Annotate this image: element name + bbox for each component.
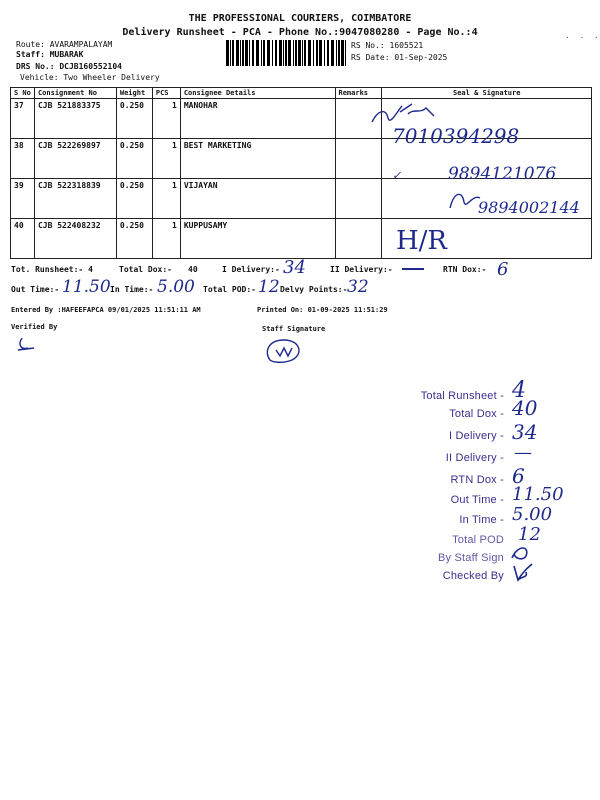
col-signature: Seal & Signature: [382, 88, 592, 99]
stamp-label-total-pod: Total POD: [452, 534, 504, 546]
sno-cell: 37: [11, 99, 35, 139]
total-pod-label: Total POD:-: [203, 285, 256, 294]
stamp-label-dox: Total Dox -: [449, 408, 504, 420]
consignee-cell: KUPPUSAMY: [180, 219, 335, 259]
delvy-points-label: Delvy Points:-: [280, 285, 348, 294]
pcs-cell: 1: [152, 219, 180, 259]
stamp-value-i-delivery: 34: [512, 420, 538, 444]
handwritten-phone-37: 7010394298: [392, 124, 520, 148]
i-delivery-label: I Delivery:-: [222, 265, 280, 274]
stamp-label-out-time: Out Time -: [450, 494, 504, 506]
verified-signature-mark: [14, 334, 38, 354]
col-remarks: Remarks: [335, 88, 382, 99]
col-weight: Weight: [116, 88, 152, 99]
stamp-value-rtn-dox: 6: [512, 464, 525, 488]
staff-signature-mark: [262, 336, 306, 366]
stamp-label-checked-by: Checked By: [442, 570, 504, 582]
route-label: Route: AVARAMPALAYAM: [16, 40, 113, 49]
runsheet-subtitle: Delivery Runsheet - PCA - Phone No.:9047080280 - Page No.:4: [122, 27, 478, 38]
sno-cell: 39: [11, 179, 35, 219]
staff-label: Staff: MUBARAK: [16, 50, 84, 59]
consignment-cell: CJB 522408232: [34, 219, 116, 259]
ii-delivery-dash: [402, 268, 424, 270]
consignee-cell: VIJAYAN: [180, 179, 335, 219]
remarks-cell: [335, 179, 382, 219]
remarks-cell: [335, 139, 382, 179]
stamp-label-runsheet: Total Runsheet -: [420, 390, 504, 402]
rs-number: RS No.: 1605521: [351, 41, 424, 50]
corner-marks: · · ·: [565, 33, 599, 42]
staff-signature-label: Staff Signature: [262, 325, 326, 333]
rtn-dox-label: RTN Dox:-: [443, 265, 487, 274]
sno-cell: 40: [11, 219, 35, 259]
col-pcs: PCS: [152, 88, 180, 99]
total-dox-value: 40: [188, 265, 198, 274]
stamp-value-out-time: 11.50: [512, 484, 564, 505]
barcode-image: [226, 40, 348, 66]
vehicle-label: Vehicle: Two Wheeler Delivery: [20, 73, 160, 82]
consignment-cell: CJB 522269897: [34, 139, 116, 179]
out-time-hand: 11.50: [62, 277, 111, 297]
stamp-value-ii-delivery: —: [514, 442, 532, 463]
handwritten-mark-40: H/R: [396, 226, 448, 256]
stamp-value-dox: 40: [512, 396, 538, 420]
printed-on: Printed On: 01-09-2025 11:51:29: [257, 306, 388, 314]
weight-cell: 0.250: [116, 139, 152, 179]
out-time-label: Out Time:-: [11, 285, 60, 294]
in-time-hand: 5.00: [157, 277, 195, 297]
company-title: THE PROFESSIONAL COURIERS, COIMBATORE: [188, 13, 412, 24]
stamp-label-rtn-dox: RTN Dox -: [450, 474, 504, 486]
stamp-checked-by-mark: [510, 560, 536, 584]
remarks-cell: [335, 219, 382, 259]
pcs-cell: 1: [152, 139, 180, 179]
ii-delivery-label: II Delivery:-: [330, 265, 393, 274]
total-pod-hand: 12: [258, 277, 280, 297]
col-sno: S No: [11, 88, 35, 99]
consignee-cell: MANOHAR: [180, 99, 335, 139]
total-dox-label: Total Dox:-: [119, 265, 172, 274]
weight-cell: 0.250: [116, 219, 152, 259]
in-time-label: In Time:-: [110, 285, 154, 294]
delvy-points-hand: 32: [347, 277, 369, 297]
pcs-cell: 1: [152, 99, 180, 139]
table-header-row: [11, 88, 592, 99]
stamp-label-in-time: In Time -: [459, 514, 504, 526]
entered-by: Entered By :HAFEEFAPCA 09/01/2025 11:51:11 AM: [11, 306, 201, 314]
weight-cell: 0.250: [116, 179, 152, 219]
col-consignment: Consignment No: [34, 88, 116, 99]
rs-date: RS Date: 01-Sep-2025: [351, 53, 448, 62]
handwritten-phone-39: 9894121076: [448, 164, 557, 184]
tick-mark: ✓: [392, 169, 402, 182]
drs-label: DRS No.: DCJB160552104: [16, 62, 122, 71]
tot-runsheet: Tot. Runsheet:- 4: [11, 265, 93, 274]
sno-cell: 38: [11, 139, 35, 179]
handwritten-phone-39b: 9894002144: [478, 198, 580, 217]
rtn-dox-hand: 6: [497, 259, 509, 280]
stamp-label-i-delivery: I Delivery -: [449, 430, 504, 442]
stamp-staff-sign-mark: [508, 542, 534, 562]
stamp-label-ii-delivery: II Delivery -: [445, 452, 504, 464]
stamp-value-total-pod: 12: [518, 524, 541, 545]
col-consignee: Consignee Details: [180, 88, 335, 99]
i-delivery-hand: 34: [283, 257, 306, 278]
summary-stamp: [400, 378, 590, 586]
pcs-cell: 1: [152, 179, 180, 219]
consignment-cell: CJB 522318839: [34, 179, 116, 219]
weight-cell: 0.250: [116, 99, 152, 139]
verified-by-label: Verified By: [11, 323, 58, 331]
stamp-value-runsheet: 4: [512, 378, 526, 403]
consignment-cell: CJB 521883375: [34, 99, 116, 139]
stamp-value-in-time: 5.00: [512, 504, 553, 525]
table-row: [11, 219, 592, 259]
stamp-label-staff-sign: By Staff Sign: [438, 552, 504, 564]
consignee-cell: BEST MARKETING: [180, 139, 335, 179]
